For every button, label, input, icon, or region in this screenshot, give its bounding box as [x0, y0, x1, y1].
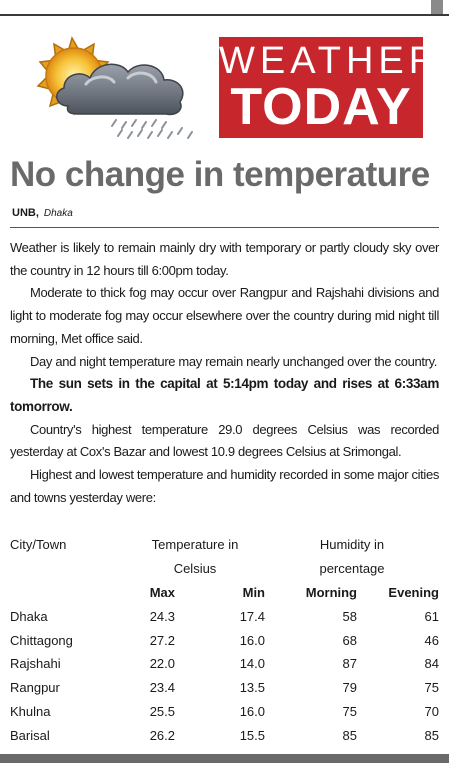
- max-temp: 23.4: [149, 680, 175, 696]
- rain-icon: [112, 120, 192, 138]
- city-name: Khulna: [10, 703, 51, 719]
- table-subheader-row: [10, 581, 439, 605]
- evening-humidity: 84: [424, 656, 439, 672]
- headline: No change in temperature: [10, 155, 430, 194]
- evening-humidity: 75: [424, 680, 439, 696]
- evening-humidity: 70: [424, 703, 439, 719]
- morning-humidity: 75: [342, 703, 357, 719]
- table-row: [10, 604, 439, 628]
- city-name: Dhaka: [10, 608, 48, 624]
- article-paragraph: Moderate to thick fog may occur over Rangpur and Rajshahi divisions and light to moderate fog may occur elsewhere over the country during mid night till morning, Met office said.: [10, 285, 439, 346]
- max-temp: 25.5: [149, 703, 175, 719]
- city-name: Rangpur: [10, 680, 60, 696]
- min-temp: 13.5: [239, 680, 265, 696]
- table-row: [10, 723, 439, 747]
- article-body: [10, 237, 439, 509]
- col-header-min: Min: [242, 584, 265, 600]
- banner-title-top: WEATHER: [219, 40, 442, 82]
- table-header-row: [10, 533, 439, 557]
- max-temp: 24.3: [149, 608, 175, 624]
- morning-humidity: 68: [342, 632, 357, 648]
- col-header-morning: Morning: [305, 584, 357, 600]
- min-temp: 16.0: [239, 703, 265, 719]
- top-rule-tab: [431, 0, 443, 14]
- byline-place: Dhaka: [43, 208, 73, 219]
- min-temp: 15.5: [239, 727, 265, 743]
- weather-table: [10, 533, 439, 747]
- min-temp: 14.0: [239, 656, 265, 672]
- byline: [12, 207, 73, 219]
- bottom-bar: [0, 754, 449, 763]
- article-paragraph: Weather is likely to remain mainly dry with temporary or partly cloudy sky over the country in 12 hours till 6:00pm today.: [10, 240, 439, 278]
- table-row: [10, 700, 439, 724]
- article-paragraph: Day and night temperature may remain nearly unchanged over the country.: [30, 353, 438, 369]
- max-temp: 27.2: [149, 632, 175, 648]
- article-paragraph: Highest and lowest temperature and humidity recorded in some major cities and towns yesterday were:: [10, 467, 439, 505]
- table-row: [10, 628, 439, 652]
- max-temp: 22.0: [149, 656, 175, 672]
- max-temp: 26.2: [149, 727, 175, 743]
- top-rule: [0, 14, 449, 16]
- col-header-city: City/Town: [10, 537, 67, 553]
- article-paragraph: Country's highest temperature 29.0 degrees Celsius was recorded yesterday at Cox's Bazar and lowest 10.9 degrees Celsius at Srimongal.: [10, 421, 439, 460]
- col-header-evening: Evening: [388, 584, 439, 600]
- col-header-humidity: Humidity in: [319, 537, 385, 553]
- min-temp: 17.4: [239, 608, 265, 624]
- article-paragraph-highlight: The sun sets in the capital at 5:14pm today and rises at 6:33am tomorrow.: [10, 376, 439, 414]
- byline-agency: UNB,: [12, 207, 39, 219]
- table-header-row: [10, 557, 439, 581]
- morning-humidity: 79: [342, 680, 357, 696]
- table-row: [10, 676, 439, 700]
- col-header-humidity-unit: percentage: [319, 561, 385, 577]
- byline-divider: [10, 227, 439, 228]
- morning-humidity: 87: [342, 656, 357, 672]
- min-temp: 16.0: [239, 632, 265, 648]
- city-name: Chittagong: [10, 632, 73, 648]
- evening-humidity: 46: [424, 632, 439, 648]
- city-name: Barisal: [10, 727, 50, 743]
- table-row: [10, 652, 439, 676]
- city-name: Rajshahi: [10, 656, 61, 672]
- col-header-temperature: Temperature in: [151, 537, 239, 553]
- sun-cloud-rain-icon: [16, 32, 216, 142]
- morning-humidity: 58: [342, 608, 357, 624]
- banner-title-bottom: TODAY: [230, 78, 412, 136]
- col-header-max: Max: [149, 584, 175, 600]
- evening-humidity: 61: [424, 608, 439, 624]
- morning-humidity: 85: [342, 727, 357, 743]
- evening-humidity: 85: [424, 727, 439, 743]
- col-header-temperature-unit: Celsius: [173, 561, 217, 577]
- weather-today-banner: [219, 37, 442, 138]
